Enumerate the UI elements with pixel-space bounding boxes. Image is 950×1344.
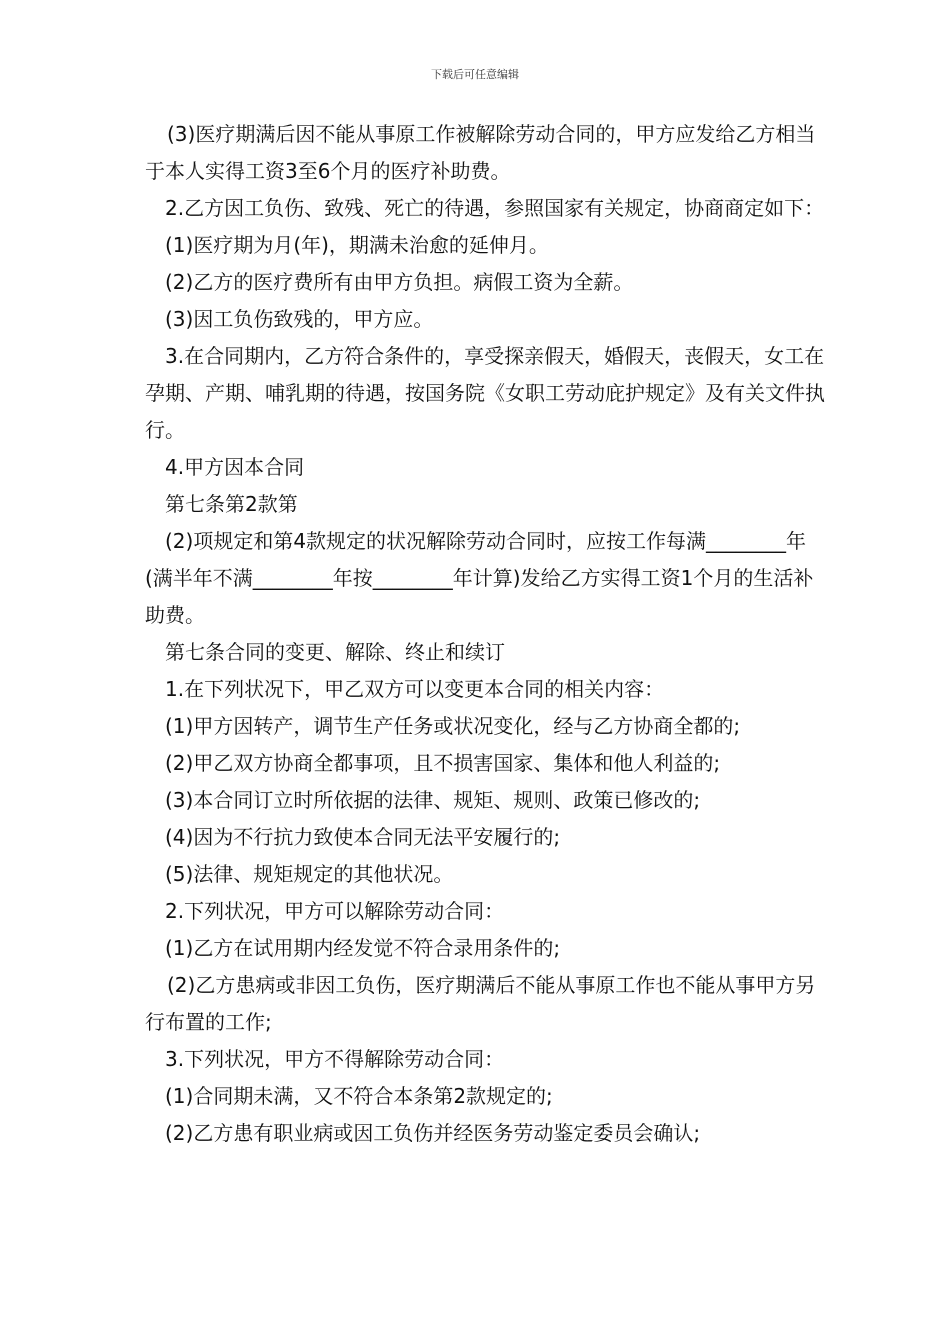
paragraph: (1)甲方因转产，调节生产任务或状况变化，经与乙方协商全都的; <box>165 714 741 738</box>
paragraph: 2.乙方因工负伤、致残、死亡的待遇，参照国家有关规定，协商商定如下： <box>165 196 825 220</box>
paragraph: (3)医疗期满后因不能从事原工作被解除劳动合同的，甲方应发给乙方相当于本人实得工资3至6个月的医疗补助费。 <box>145 122 816 183</box>
paragraph: (2)乙方的医疗费所有由甲方负担。病假工资为全薪。 <box>165 270 634 294</box>
paragraph: 2.下列状况，甲方可以解除劳动合同： <box>165 899 505 923</box>
paragraph: (2)乙方患有职业病或因工负伤并经医务劳动鉴定委员会确认; <box>165 1121 701 1145</box>
page-header: 下载后可任意编辑 <box>431 68 519 81</box>
paragraph: 3.在合同期内，乙方符合条件的，享受探亲假天，婚假天，丧假天，女工在孕期、产期、哺乳期的待遇，按国务院《女职工劳动庇护规定》及有关文件执行。 <box>145 344 825 442</box>
paragraph: (3)本合同订立时所依据的法律、规矩、规则、政策已修改的; <box>165 788 701 812</box>
paragraph: (1)合同期未满，又不符合本条第2款规定的; <box>165 1084 553 1108</box>
paragraph: (1)医疗期为月(年)，期满未治愈的延伸月。 <box>165 233 549 257</box>
document-body <box>145 116 825 1152</box>
paragraph: (3)因工负伤致残的，甲方应。 <box>165 307 434 331</box>
paragraph: 3.下列状况，甲方不得解除劳动合同： <box>165 1047 505 1071</box>
paragraph: (2)甲乙双方协商全都事项，且不损害国家、集体和他人利益的; <box>165 751 721 775</box>
paragraph: 第七条合同的变更、解除、终止和续订 <box>165 640 505 664</box>
paragraph: (1)乙方在试用期内经发觉不符合录用条件的; <box>165 936 561 960</box>
paragraph: (2)项规定和第4款规定的状况解除劳动合同时，应按工作每满________年(满半年不满________年按________年计算)发给乙方实得工资1个月的生活补助费。 <box>145 529 814 627</box>
paragraph: 1.在下列状况下，甲乙双方可以变更本合同的相关内容： <box>165 677 665 701</box>
paragraph: 第七条第2款第 <box>165 492 298 516</box>
paragraph: (2)乙方患病或非因工负伤，医疗期满后不能从事原工作也不能从事甲方另行布置的工作; <box>145 973 816 1034</box>
paragraph: (4)因为不行抗力致使本合同无法平安履行的; <box>165 825 561 849</box>
paragraph: 4.甲方因本合同 <box>165 455 305 479</box>
paragraph: (5)法律、规矩规定的其他状况。 <box>165 862 454 886</box>
